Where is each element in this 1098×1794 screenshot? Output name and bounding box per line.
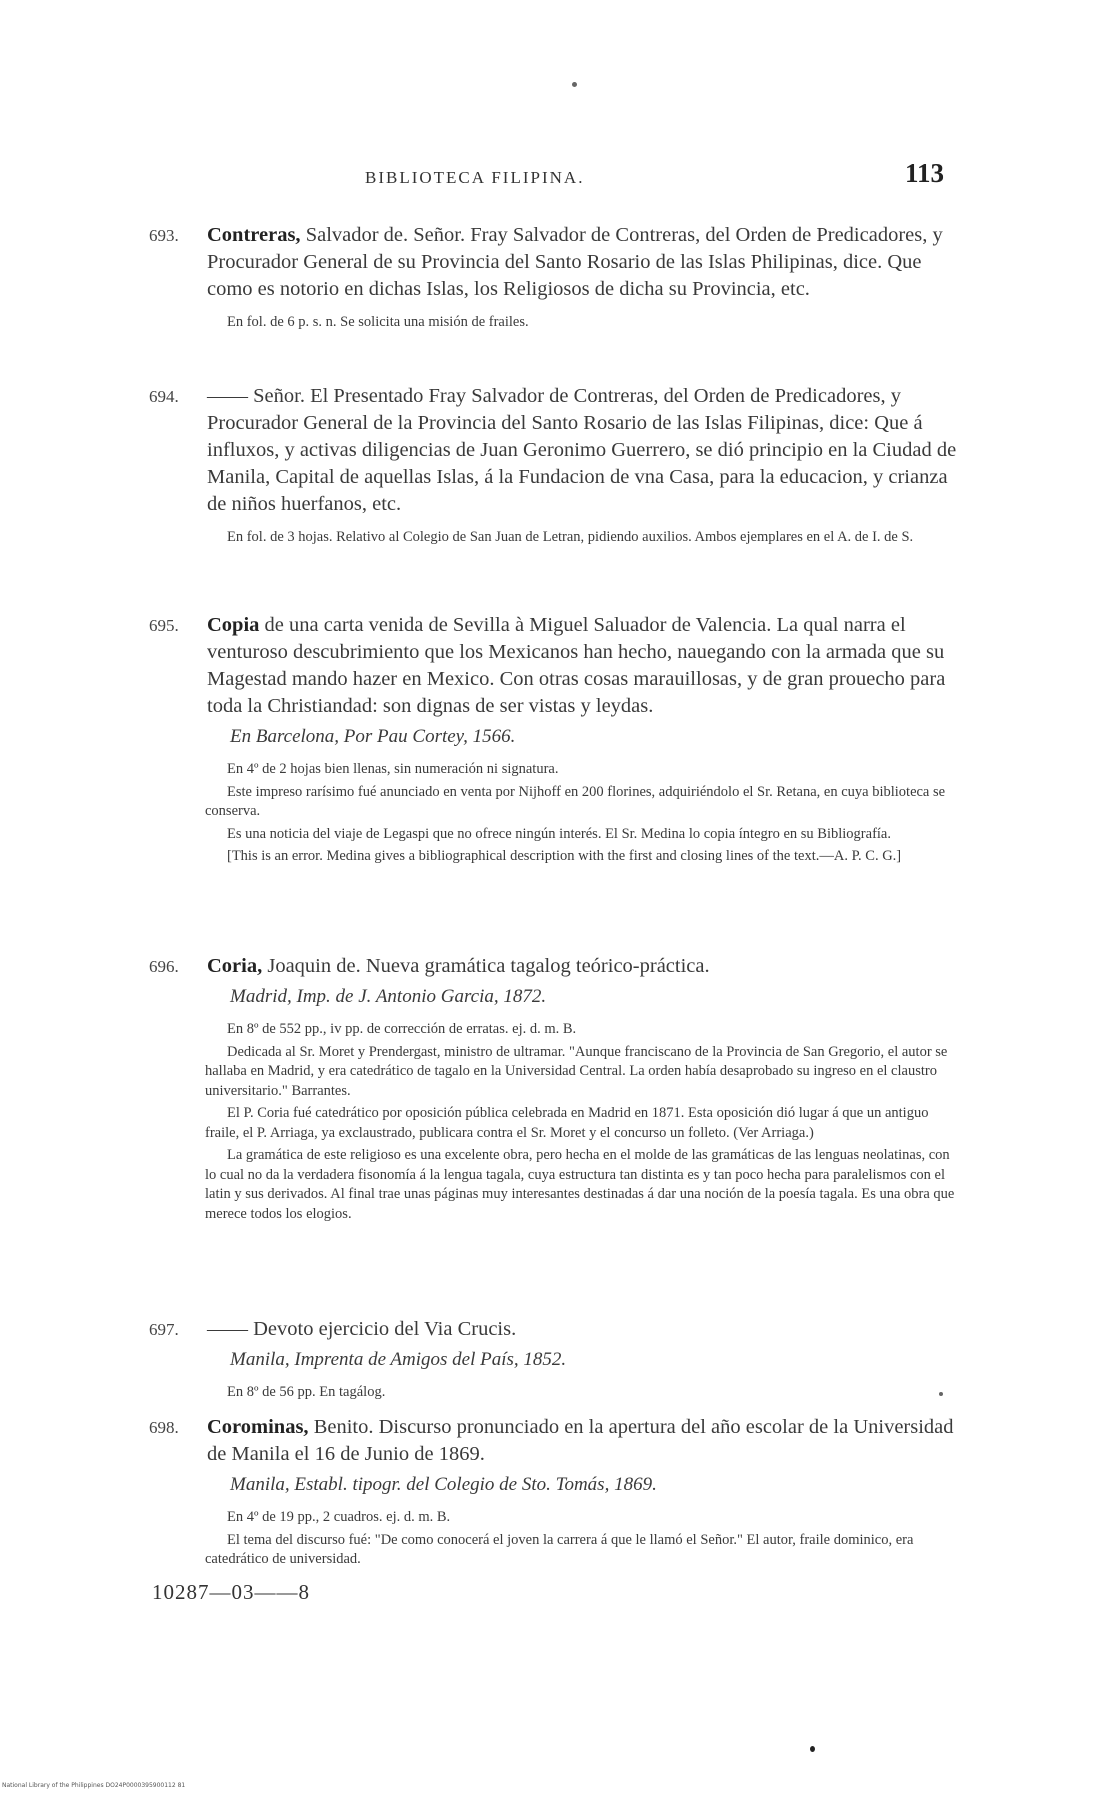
library-credit: National Library of the Philippines DO24P0000395900112 81 (2, 1782, 186, 1789)
entry-main-text (149, 1316, 957, 1343)
entry-main-text (149, 222, 957, 303)
entry-author: Coria, (207, 955, 263, 977)
entry-author: Corominas, (207, 1416, 309, 1438)
entry-693 (72, 222, 957, 333)
entry-number: 696. (149, 957, 179, 976)
entry-number: 697. (149, 1320, 179, 1339)
entry-body: Benito. Discurso pronunciado en la apertura del año escolar de la Universidad de Manila el 16 de Junio de 1869. (207, 1416, 954, 1465)
entry-698 (72, 1414, 957, 1570)
entry-note: En 8º de 56 pp. En tagálog. (227, 1384, 386, 1400)
entry-main-text (149, 1414, 957, 1468)
entry-note: La gramática de este religioso es una excelente obra, pero hecha en el molde de las gramáticas de las lenguas neolatinas, con lo cual no da la verdadera fisonomía á la lengua tagala, cuya estructura tan distinta es y tan poco hecha para paralelismos con el latin y sus derivados. Al final trae unas páginas muy interesantes destinadas á dar una noción de la poesía tagala. Es una obra que merece todos los elogios. (205, 1147, 955, 1222)
entry-dash: —— (207, 1318, 248, 1340)
entry-697 (72, 1316, 957, 1403)
entry-body: Joaquin de. Nueva gramática tagalog teórico-práctica. (262, 955, 710, 977)
entry-imprint: Manila, Imprenta de Amigos del País, 1852. (230, 1349, 567, 1370)
entry-main-text (149, 612, 957, 720)
printer-signature: 10287—03——8 (152, 1580, 310, 1604)
scan-speck (939, 1392, 943, 1396)
entry-note: El tema del discurso fué: "De como conocerá el joven la carrera á que le llamó el Señor." El autor, fraile dominico, era catedrático de universidad. (205, 1531, 914, 1567)
entry-author: Copia (207, 614, 260, 636)
entry-number: 694. (149, 387, 179, 406)
entry-body: Devoto ejercicio del Via Crucis. (248, 1318, 517, 1340)
entry-author: Contreras, (207, 224, 301, 246)
entry-695 (72, 612, 957, 867)
entry-number: 698. (149, 1418, 179, 1437)
entry-body: de una carta venida de Sevilla à Miguel Saluador de Valencia. La qual narra el venturoso descubrimiento que los Mexicanos han hecho, nauegando con la armada que su Magestad mando hazer en Mexico. Con otras cosas marauillosas, y de gran prouecho para toda la Christiandad: son dignas de ser vistas y leydas. (207, 614, 946, 717)
entry-note: En 4º de 19 pp., 2 cuadros. ej. d. m. B. (227, 1509, 451, 1525)
entry-note: Este impreso rarísimo fué anunciado en venta por Nijhoff en 200 florines, adquiriéndolo el Sr. Retana, en cuya biblioteca se conserva. (205, 783, 946, 819)
entry-694 (72, 383, 957, 548)
scan-speck (572, 82, 577, 87)
entry-note: [This is an error. Medina gives a bibliographical description with the first and closing lines of the text.—A. P. C. G.] (227, 848, 902, 864)
entry-number: 693. (149, 226, 179, 245)
entry-body: Señor. El Presentado Fray Salvador de Contreras, del Orden de Predicadores, y Procurador General de la Provincia del Santo Rosario de las Islas Filipinas, dice: Que á influxos, y activas diligencias de Juan Geronimo Guerrero, se dió principio en la Ciudad de Manila, Capital de aquellas Islas, á la Fundacion de vna Casa, para la educacion, y crianza de niños huerfanos, etc. (207, 385, 957, 515)
scan-speck (810, 1746, 815, 1752)
entry-body: Salvador de. Señor. Fray Salvador de Contreras, del Orden de Predicadores, y Procurador General de su Provincia del Santo Rosario de las Islas Philipinas, dice. Que como es notorio en dichas Islas, los Religiosos de dicha su Provincia, etc. (207, 224, 943, 300)
entry-imprint: Madrid, Imp. de J. Antonio Garcia, 1872. (230, 986, 547, 1007)
entry-note: Es una noticia del viaje de Legaspi que no ofrece ningún interés. El Sr. Medina lo copia íntegro en su Bibliografía. (227, 825, 891, 842)
entry-note: En 4º de 2 hojas bien llenas, sin numeración ni signatura. (227, 761, 559, 777)
entry-696 (72, 953, 957, 1224)
page-number: 113 (905, 158, 945, 188)
entry-imprint: Manila, Establ. tipogr. del Colegio de Sto. Tomás, 1869. (230, 1474, 657, 1495)
entry-note: En 8º de 552 pp., iv pp. de corrección de erratas. ej. d. m. B. (227, 1021, 577, 1037)
entry-number: 695. (149, 616, 179, 635)
entry-note: En fol. de 6 p. s. n. Se solicita una misión de frailes. (227, 314, 529, 330)
entry-note: El P. Coria fué catedrático por oposición pública celebrada en Madrid en 1871. Esta oposición dió lugar á que un antiguo fraile, el P. Arriaga, ya exclaustrado, publicara contra el Sr. Moret y el concurso un folleto. (Ver Arriaga.) (205, 1105, 929, 1141)
entry-imprint: En Barcelona, Por Pau Cortey, 1566. (230, 726, 516, 747)
entry-main-text (149, 953, 957, 980)
entry-note: Dedicada al Sr. Moret y Prendergast, ministro de ultramar. "Aunque franciscano de la Provincia de San Gregorio, el autor se hallaba en Madrid, y era catedrático de tagalo en la Universidad Central. La orden había desaprobado su ingreso en el claustro universitario." Barrantes. (205, 1043, 948, 1099)
entry-dash: —— (207, 385, 248, 407)
entry-note: En fol. de 3 hojas. Relativo al Colegio de San Juan de Letran, pidiendo auxilios. Ambos ejemplares en el A. de I. de S. (227, 529, 914, 545)
page-header-title: BIBLIOTECA FILIPINA. (365, 168, 585, 187)
entry-main-text (149, 383, 957, 518)
